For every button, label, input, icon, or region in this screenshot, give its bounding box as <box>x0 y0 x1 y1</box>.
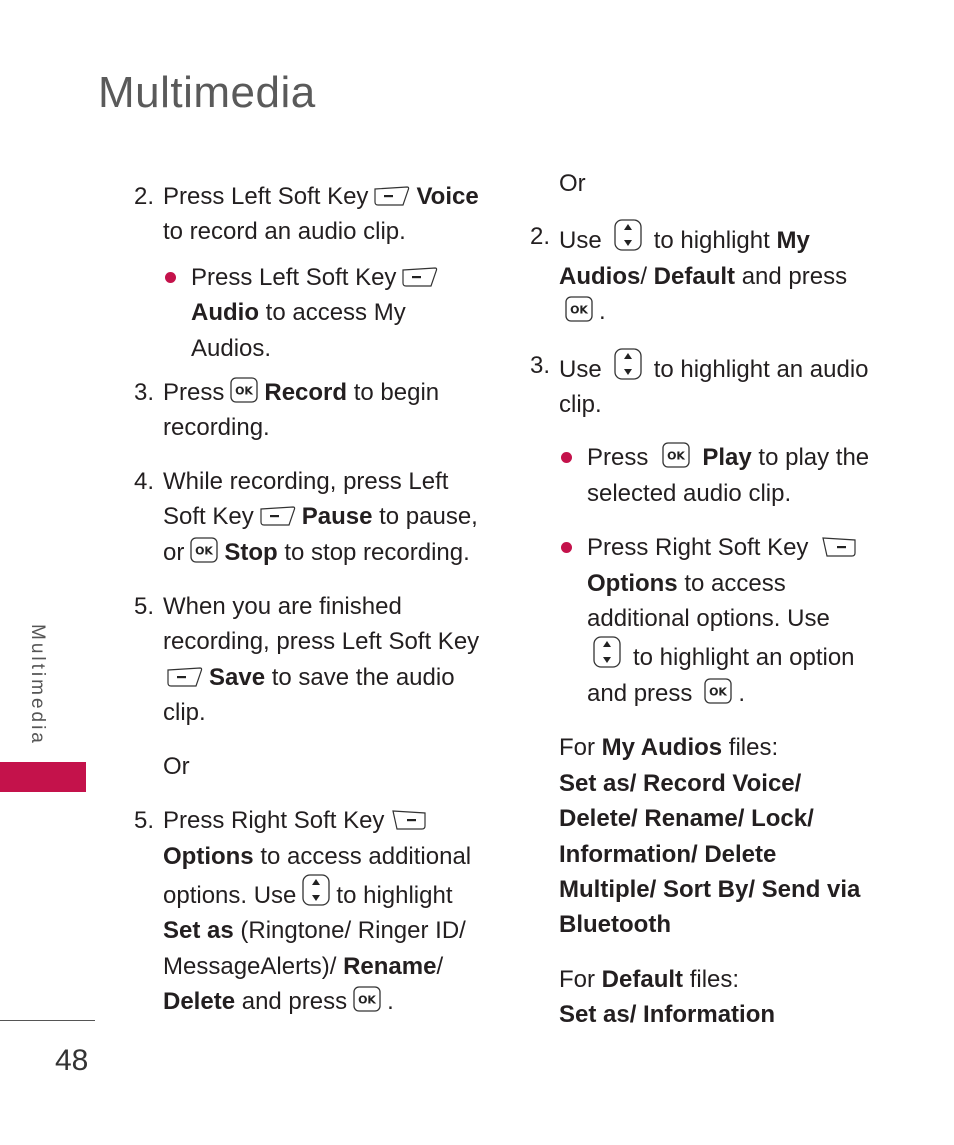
step-2-highlight <box>530 219 885 329</box>
ok-key-icon <box>353 986 381 1012</box>
bullet-text: Press Left Soft Key <box>191 263 397 291</box>
menu-label-voice: Voice <box>416 183 479 210</box>
bullet-text: Press Right Soft Key <box>587 534 809 562</box>
step-number: 2. <box>134 183 155 210</box>
menu-label-record: Record <box>264 379 348 407</box>
menu-label-pause: Pause <box>301 503 373 531</box>
left-soft-key-icon <box>402 266 438 288</box>
step-text: to highlight <box>653 227 770 255</box>
page-number: 48 <box>55 1044 89 1077</box>
options-list-text: Set as/ Information <box>559 1001 776 1029</box>
heading-text: For <box>559 965 595 993</box>
menu-label-options: Options <box>163 842 254 870</box>
step-text: to highlight <box>336 881 453 909</box>
step-text: . <box>387 988 394 1016</box>
step-number: 3. <box>134 379 155 407</box>
menu-label-my-audios: My Audios <box>559 227 810 290</box>
step-text: . <box>599 298 606 326</box>
step-number: 2. <box>530 223 551 251</box>
step-text: Press Left Soft Key <box>163 183 369 210</box>
right-soft-key-icon <box>820 536 856 558</box>
step-text: While recording, press Left Soft Key <box>163 467 449 531</box>
left-soft-key-icon <box>374 185 410 207</box>
menu-label-rename: Rename <box>343 952 437 980</box>
up-down-navigation-key-icon <box>302 874 330 906</box>
heading-text: files: <box>728 734 779 762</box>
right-column <box>530 166 885 1033</box>
heading-text: files: <box>689 965 740 993</box>
step-text: (Ringtone/ Ringer ID/ MessageAlerts)/ <box>163 917 466 980</box>
menu-label-options: Options <box>587 569 678 597</box>
ok-key-icon <box>662 442 690 468</box>
page-title: Multimedia <box>98 68 316 117</box>
side-section-label <box>27 620 90 760</box>
bullet-text: to access additional options. Use <box>587 569 830 633</box>
ok-key-icon <box>190 537 218 563</box>
step-number: 3. <box>530 351 551 379</box>
separator-text: / <box>640 262 647 290</box>
bullet-text: to highlight an option and press <box>587 644 855 707</box>
menu-label-delete: Delete <box>163 988 236 1016</box>
my-audios-options-list <box>530 766 885 943</box>
step-4-pause-stop <box>134 464 486 570</box>
left-soft-key-icon <box>260 505 296 527</box>
bullet-options <box>559 530 885 711</box>
step-text: Use <box>559 227 602 255</box>
step-number: 4. <box>134 467 155 495</box>
up-down-navigation-key-icon <box>614 348 642 380</box>
step-2-record-voice <box>134 179 486 250</box>
menu-label-default: Default <box>601 965 684 993</box>
bullet-audio <box>163 260 486 366</box>
side-section-label-text: Multimedia <box>27 624 48 746</box>
bullet-text: . <box>738 679 746 707</box>
step-text: Press Right Soft Key <box>163 807 385 835</box>
step-number: 5. <box>134 593 155 621</box>
step-text: to access additional options. Use <box>163 842 472 909</box>
options-list-text: Set as/ Record Voice/ Delete/ Rename/ Lock/ Information/ Delete Multiple/ Sort By/ Send via Bluetooth <box>559 769 861 939</box>
step-3-record <box>134 375 486 446</box>
step-text: to save the audio clip. <box>163 663 455 727</box>
step-text: to record an audio clip. <box>163 218 406 246</box>
bullet-text: Press <box>587 444 649 472</box>
step-text: Press <box>163 379 225 407</box>
right-soft-key-icon <box>390 809 426 831</box>
left-soft-key-icon <box>167 666 203 688</box>
footer-rule <box>0 1020 95 1021</box>
step-5-options <box>134 803 486 1019</box>
step-text: and press <box>741 262 848 290</box>
heading-text: For <box>559 734 595 762</box>
step-3-highlight-clip <box>530 348 885 423</box>
side-section-tab <box>0 762 86 792</box>
bullet-play <box>559 440 885 511</box>
step-5-save <box>134 589 486 731</box>
menu-label-stop: Stop <box>224 538 278 566</box>
step-text: to pause, or <box>163 503 478 566</box>
separator-text: / <box>436 952 444 980</box>
or-separator: Or <box>559 170 586 197</box>
ok-key-icon <box>565 296 593 322</box>
bullet-text: to play the selected audio clip. <box>587 444 870 507</box>
or-separator: Or <box>163 752 190 780</box>
left-column <box>134 179 486 1020</box>
ok-key-icon <box>704 678 732 704</box>
menu-label-default: Default <box>653 262 736 290</box>
menu-label-my-audios: My Audios <box>601 734 723 762</box>
step-text: to begin recording. <box>163 379 440 442</box>
ok-key-icon <box>230 377 258 403</box>
step-number: 5. <box>134 807 155 835</box>
default-options-list <box>530 997 885 1032</box>
step-text: When you are finished recording, press Left Soft Key <box>163 593 480 656</box>
up-down-navigation-key-icon <box>614 219 642 251</box>
step-text: and press <box>241 988 348 1016</box>
menu-label-audio: Audio <box>191 299 259 327</box>
default-files-heading <box>530 962 885 997</box>
up-down-navigation-key-icon <box>593 636 621 668</box>
menu-label-set-as: Set as <box>163 917 234 945</box>
menu-label-play: Play <box>702 444 752 472</box>
menu-label-save: Save <box>209 663 266 691</box>
bullet-text: to access My Audios. <box>191 299 406 362</box>
my-audios-files-heading <box>530 730 885 765</box>
step-text: to stop recording. <box>284 538 470 566</box>
step-text: Use <box>559 355 602 383</box>
step-text: to highlight an audio clip. <box>559 355 869 419</box>
